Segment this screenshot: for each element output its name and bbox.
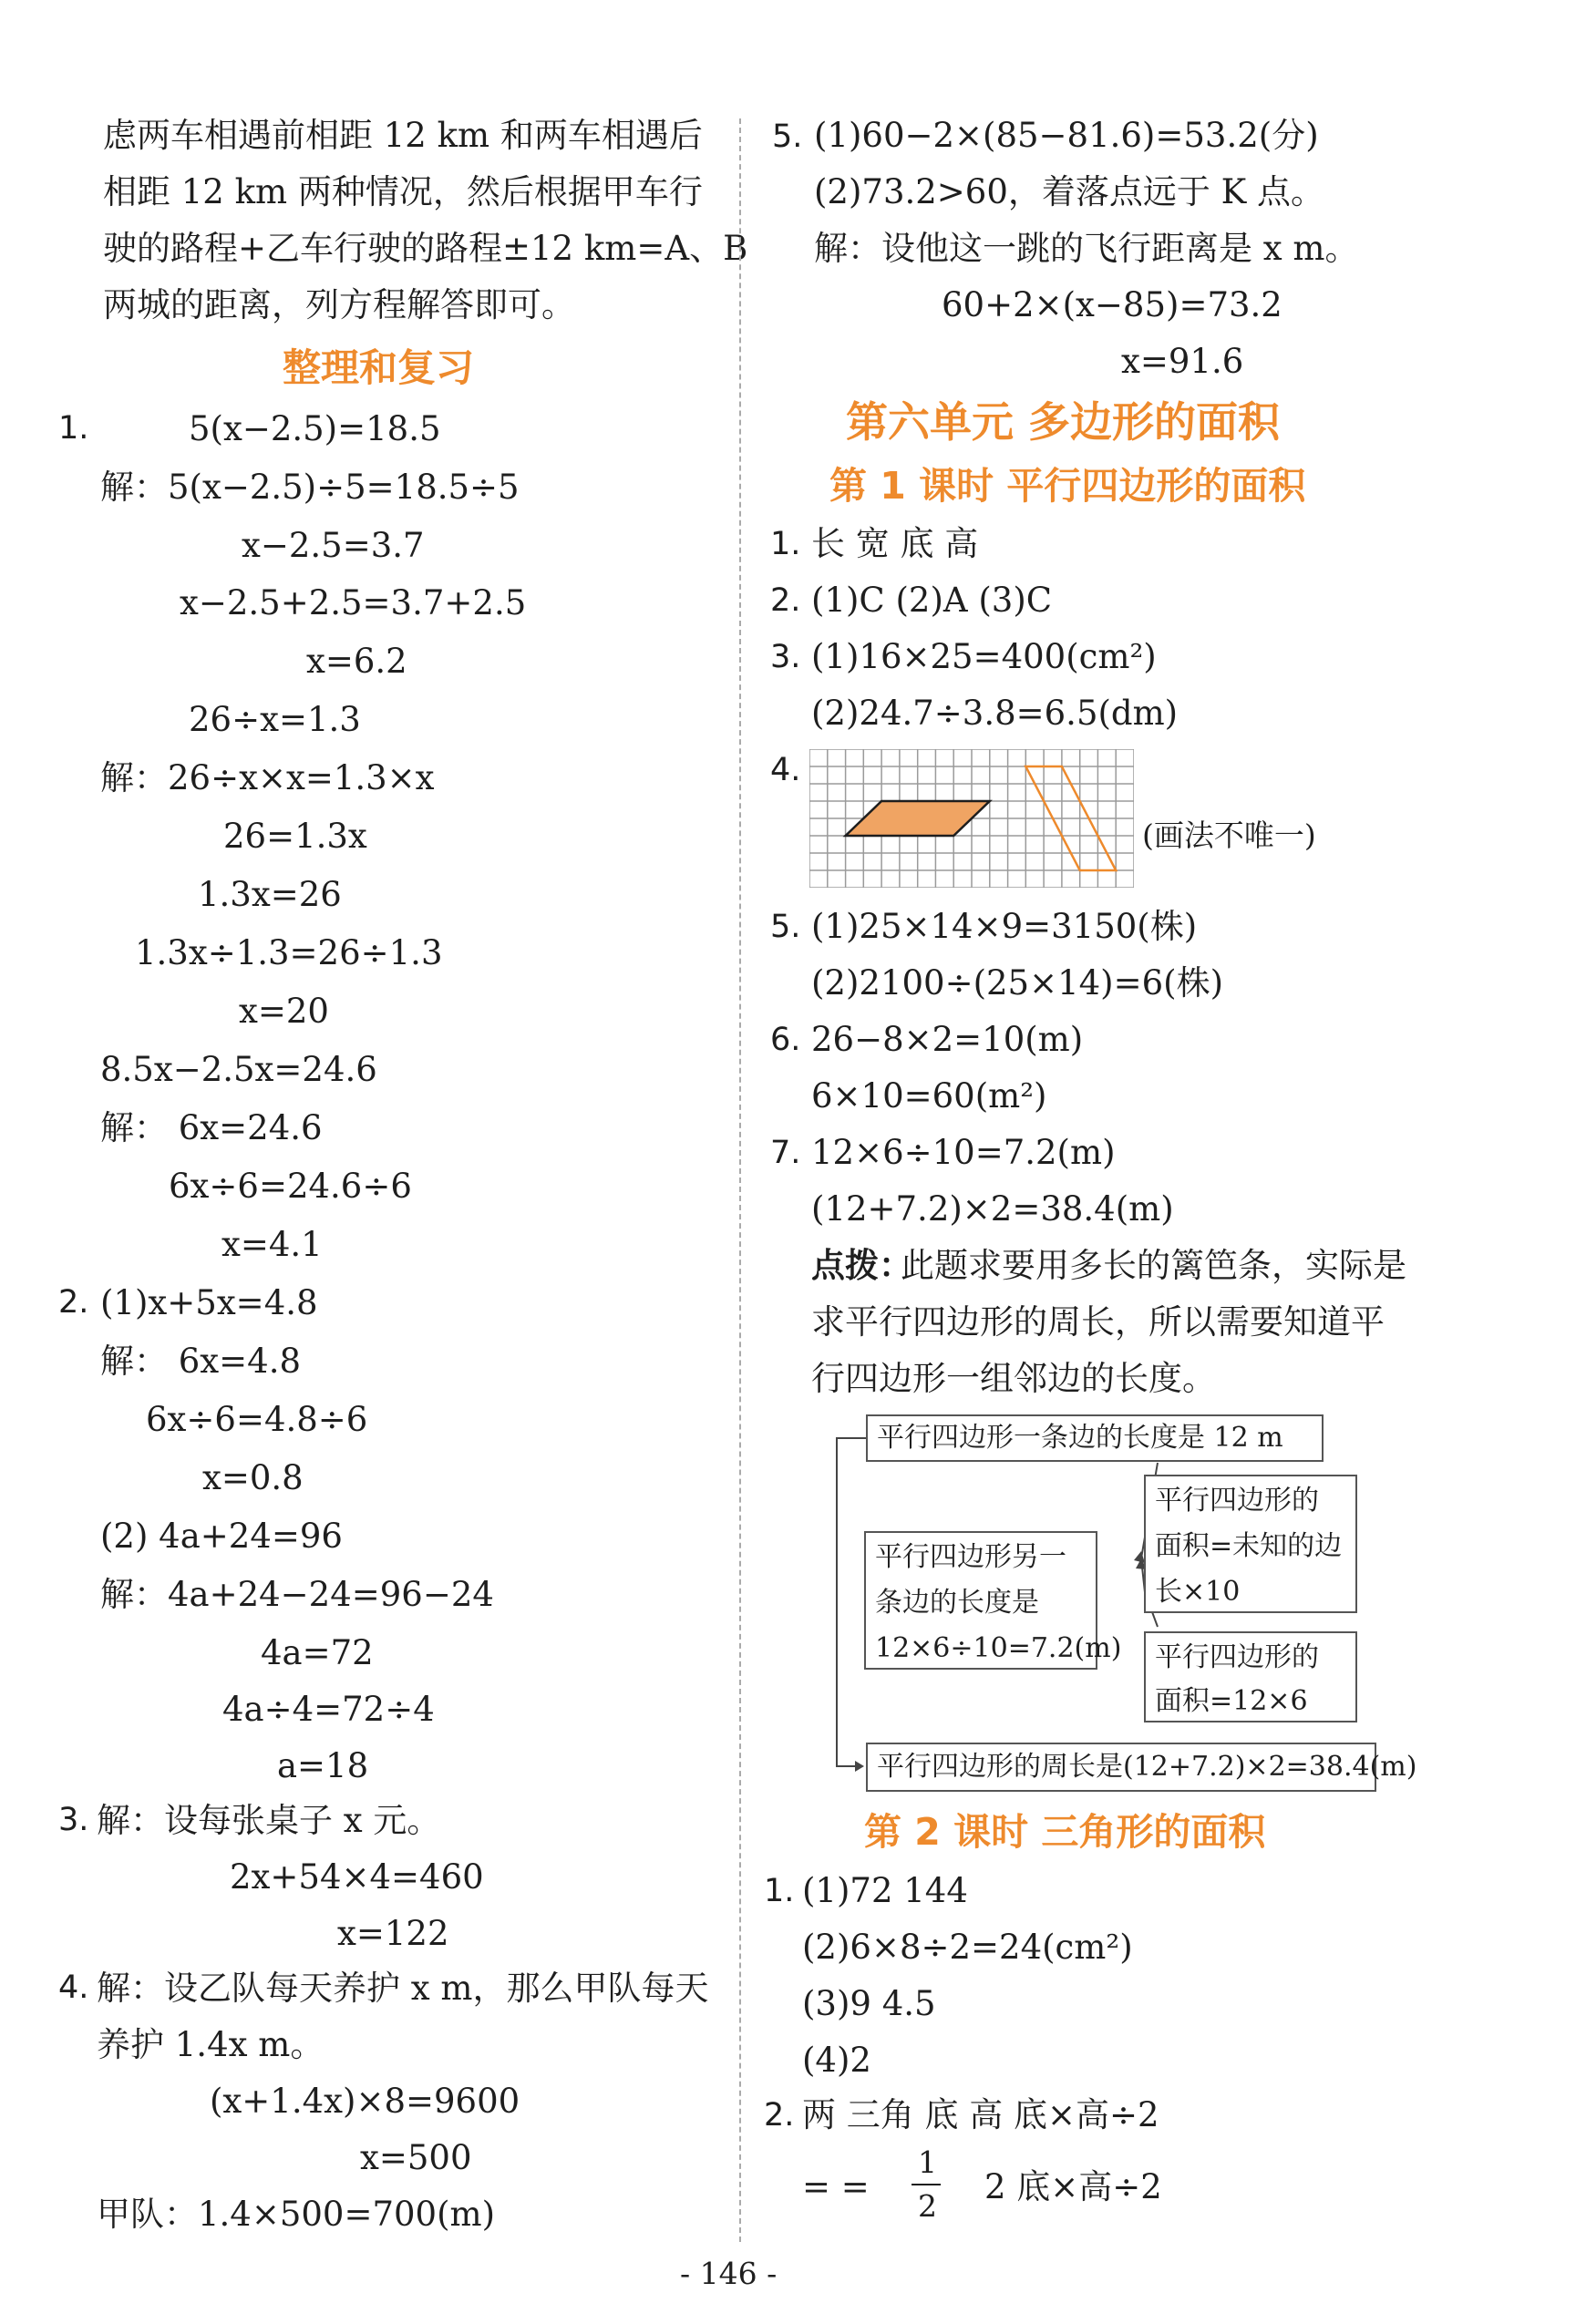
l2-q1-answer: (3)9 4.5 — [802, 1984, 936, 2023]
l2-q1-answer: (1)72 144 — [802, 1871, 968, 1910]
q1-line: 6x÷6=24.6÷6 — [169, 1167, 412, 1206]
q1-line: x−2.5+2.5=3.7+2.5 — [180, 583, 527, 622]
diagram-right1-text: 长×10 — [1155, 1576, 1241, 1608]
q1-line: x=4.1 — [221, 1225, 323, 1264]
l1-q7-answer: (12+7.2)×2=38.4(m) — [811, 1189, 1174, 1229]
q2-number: 2. — [58, 1284, 89, 1321]
diagram-right-box-2 — [1144, 1631, 1357, 1722]
q1-line: 5(x−2.5)=18.5 — [189, 409, 441, 448]
q1-line: x=20 — [239, 992, 329, 1031]
q2-line: 6x÷6=4.8÷6 — [146, 1400, 368, 1439]
q5-line: (1)60−2×(85−81.6)=53.2(分) — [814, 116, 1319, 155]
diagram-right2-text: 平行四边形的 — [1155, 1641, 1319, 1673]
tip-line: 此题求要用多长的篱笆条，实际是 — [901, 1246, 1406, 1285]
column-divider — [739, 118, 741, 2242]
q1-line: 26=1.3x — [223, 817, 367, 856]
q3-line: x=122 — [337, 1914, 449, 1953]
l1-q3-answer: (1)16×25=400(cm²) — [811, 637, 1157, 676]
diagram-right2-text: 面积=12×6 — [1155, 1685, 1308, 1717]
tip-line: 求平行四边形的周长，所以需要知道平 — [811, 1302, 1385, 1342]
q4-line: (x+1.4x)×8=9600 — [210, 2082, 520, 2121]
fraction-numerator: 1 — [918, 2144, 937, 2180]
tip-line: 行四边形一组邻边的长度。 — [811, 1359, 1216, 1398]
l2-q2-answer-rest: 2 底×高÷2 — [984, 2167, 1162, 2206]
diagram-right1-text: 面积=未知的边 — [1155, 1530, 1343, 1562]
q2-line: 4a÷4=72÷4 — [222, 1690, 435, 1729]
q2-line: (1)x+5x=4.8 — [100, 1283, 318, 1322]
q5-line: x=91.6 — [1121, 342, 1244, 381]
tip-label: 点拨： — [811, 1246, 912, 1285]
q4-line: 甲队：1.4×500=700(m) — [97, 2195, 496, 2234]
diagram-middle-text: 平行四边形另一 — [875, 1541, 1066, 1573]
q2-line: x=0.8 — [202, 1458, 304, 1497]
q5-line: (2)73.2>60，着落点远于 K 点。 — [814, 172, 1325, 211]
diagram-bottom-text: 平行四边形的周长是(12+7.2)×2=38.4(m) — [877, 1751, 1417, 1783]
diagram-middle-text: 条边的长度是 — [875, 1587, 1039, 1619]
l2-q1-number: 1. — [764, 1873, 795, 1909]
unit-title: 第六单元 多边形的面积 — [846, 397, 1281, 447]
l2-q1-answer: (4)2 — [802, 2041, 871, 2080]
fraction-denominator: 2 — [918, 2188, 937, 2224]
l1-q6-number: 6. — [770, 1022, 801, 1058]
q2-line: 解： 6x=4.8 — [100, 1342, 302, 1381]
q3-number: 3. — [58, 1802, 89, 1838]
diagram-right1-text: 平行四边形的 — [1155, 1485, 1319, 1517]
l2-q2-answer: 两 三角 底 高 底×高÷2 — [802, 2095, 1159, 2134]
l1-q7-number: 7. — [770, 1135, 801, 1171]
diagram-bottom-box — [866, 1743, 1417, 1792]
l2-q2-equals: = = — [802, 2167, 870, 2206]
q5-number: 5. — [772, 118, 803, 155]
q3-line: 解：设每张桌子 x 元。 — [97, 1801, 441, 1840]
lesson1-title: 第 1 课时 平行四边形的面积 — [829, 464, 1306, 508]
q1-line: x−2.5=3.7 — [242, 526, 425, 565]
l1-q3-number: 3. — [770, 639, 801, 675]
l2-q2-number: 2. — [764, 2097, 795, 2134]
q1-line: 解：5(x−2.5)÷5=18.5÷5 — [100, 468, 520, 507]
q4-number: 4. — [58, 1969, 89, 2006]
section-title-review: 整理和复习 — [283, 345, 475, 390]
l1-q1-number: 1. — [770, 526, 801, 562]
l1-q6-answer: 6×10=60(m²) — [811, 1076, 1047, 1116]
l1-q3-answer: (2)24.7÷3.8=6.5(dm) — [811, 694, 1179, 733]
intro-line-4: 两城的距离，列方程解答即可。 — [103, 285, 575, 324]
q4-line: 解：设乙队每天养护 x m，那么甲队每天 — [97, 1969, 709, 2008]
l1-q6-answer: 26−8×2=10(m) — [811, 1020, 1084, 1059]
l1-q2-number: 2. — [770, 582, 801, 619]
fraction-bar — [912, 2184, 941, 2185]
q2-line: a=18 — [277, 1746, 369, 1785]
intro-line-3: 驶的路程+乙车行驶的路程±12 km=A、B — [103, 229, 748, 268]
l1-q1-answer: 长 宽 底 高 — [811, 524, 979, 563]
diagram-top-box — [866, 1414, 1324, 1462]
q5-line: 60+2×(x−85)=73.2 — [942, 285, 1282, 324]
l1-q4-note: (画法不唯一) — [1142, 818, 1316, 853]
l1-q5-answer: (2)2100÷(25×14)=6(株) — [811, 963, 1224, 1003]
q1-line: 1.3x÷1.3=26÷1.3 — [135, 933, 443, 972]
l1-q5-answer: (1)25×14×9=3150(株) — [811, 907, 1198, 946]
q1-line: x=6.2 — [306, 642, 407, 681]
diagram-middle-box — [864, 1531, 1122, 1670]
q1-line: 8.5x−2.5x=24.6 — [100, 1050, 377, 1089]
lesson2-title: 第 2 课时 三角形的面积 — [864, 1810, 1266, 1854]
intro-line-1: 虑两车相遇前相距 12 km 和两车相遇后 — [103, 116, 703, 155]
q2-line: (2) 4a+24=96 — [100, 1517, 343, 1556]
diagram-right-box-1 — [1144, 1475, 1357, 1613]
q1-line: 1.3x=26 — [198, 875, 342, 914]
grid-figure — [809, 749, 1134, 888]
l1-q5-number: 5. — [770, 909, 801, 945]
l1-q2-answer: (1)C (2)A (3)C — [811, 581, 1053, 620]
q1-line: 解：26÷x×x=1.3×x — [100, 758, 435, 797]
q2-line: 4a=72 — [261, 1633, 374, 1672]
q3-line: 2x+54×4=460 — [230, 1857, 484, 1897]
diagram-middle-text: 12×6÷10=7.2(m) — [875, 1632, 1122, 1664]
page-number: - 146 - — [680, 2256, 778, 2291]
q2-line: 解：4a+24−24=96−24 — [100, 1575, 494, 1614]
q1-number: 1. — [58, 410, 89, 447]
q4-line: 养护 1.4x m。 — [97, 2025, 324, 2064]
l1-q7-answer: 12×6÷10=7.2(m) — [811, 1133, 1116, 1172]
q4-line: x=500 — [360, 2138, 472, 2177]
filled-parallelogram — [846, 801, 990, 836]
l2-q1-answer: (2)6×8÷2=24(cm²) — [802, 1928, 1133, 1967]
q5-line: 解：设他这一跳的飞行距离是 x m。 — [814, 229, 1359, 268]
q1-line: 26÷x=1.3 — [189, 700, 361, 739]
l1-q4-number: 4. — [770, 752, 801, 788]
diagram-top-text: 平行四边形一条边的长度是 12 m — [877, 1422, 1283, 1454]
intro-line-2: 相距 12 km 两种情况，然后根据甲车行 — [103, 172, 703, 211]
q1-line: 解： 6x=24.6 — [100, 1108, 323, 1147]
